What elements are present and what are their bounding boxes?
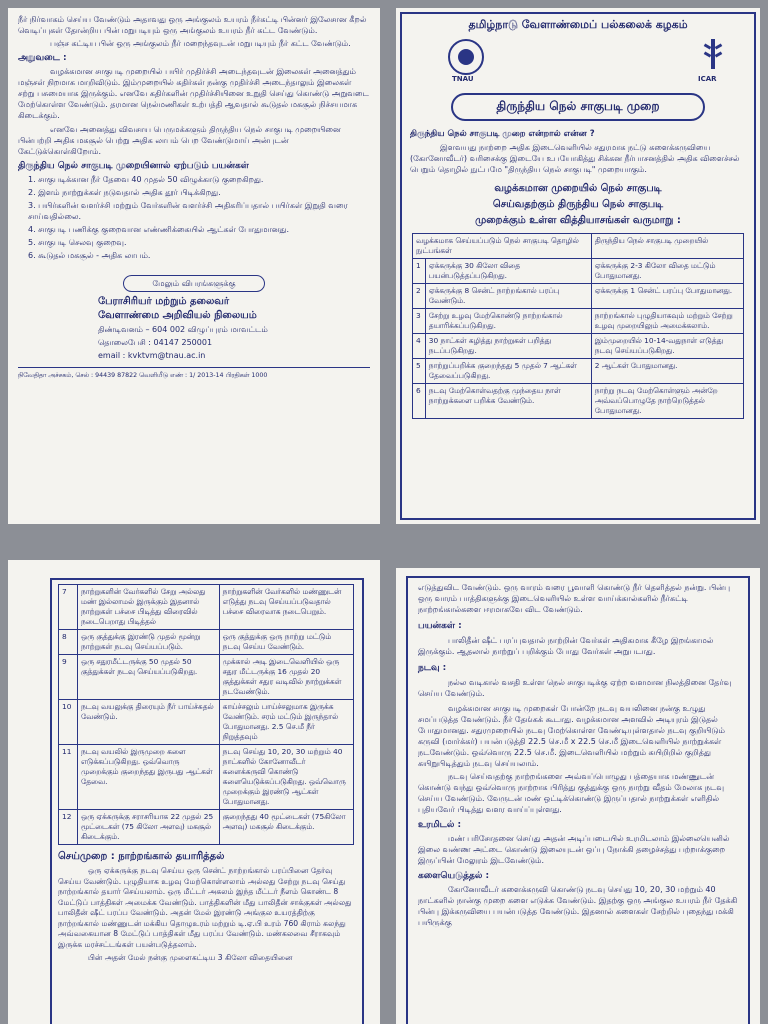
table-header-sri: திருந்திய நெல் சாகுபடி முறையில்: [591, 234, 743, 259]
university-name: தமிழ்நாடு வேளாண்மைப் பல்கலைக் கழகம்: [468, 18, 688, 31]
diff-heading-line-3: முறைக்கும் உள்ள வித்தியாசங்கள் வருமாறு :: [475, 215, 681, 226]
benefit-item: 5. சாகுபடி செலவு குறைவு.: [28, 238, 127, 247]
contact-box: [98, 296, 370, 361]
row-number: 6: [413, 384, 426, 419]
benefits-heading: திருந்திய நெல் சாகுபடி முறையினால் ஏற்படும் பயன்கள்: [18, 161, 249, 171]
intro-paragraph-2: பஞ்ச கட்டிய பின் ஒரு அங்குலம் நீர் மறைந்தவுடன் மறுபடியும் நீர் கட்ட வேண்டும்.: [50, 39, 351, 48]
planting-paragraph-2: வழக்கமான சாகுபடி முறைகள் போன்றே நடவு வயலினை நன்கு உழுது சமப்படுத்த வேண்டும். நீர் தேங்கக் கூடாது. வழக்கமான அளவில் அடியுரம் இடுதல் போதுமானது. சதுரமுறையில் நடவு மேற்கொள்ள வேண்டியுள்ளதால் நடவு குறியிடும் கருவி (மார்க்கர்) பயன்படுத்தி 22.5 செ.மீ x 22.5 செ.மீ இடைவெளியில் நாற்றுக்கள் நடவேண்டும். ஒவ்வொரு 22.5 செ.மீ. இடைவெளியில் மற்றும் கயிறிறில் குறித்து கயிறுபிடித்தும் நடவு செய்யலாம்.: [418, 704, 725, 768]
table-row: [413, 284, 744, 309]
diff-heading: [410, 181, 746, 229]
printer-line: நிவேதிதா அச்சகம், செல் : 94439 87822 வெளியீடு எண் : 1/ 2013-14 பிரதிகள் 1000: [18, 372, 268, 379]
cell-sri: ஏக்கருக்கு 2-3 கிலோ விதை மட்டும் போதுமானது.: [591, 259, 743, 284]
table-row: [413, 259, 744, 284]
row-number: 2: [413, 284, 426, 309]
diff-heading-line-1: வழக்கமான முறையில் நெல் சாகுபடி: [494, 183, 662, 194]
logo-row: [402, 37, 754, 91]
table-row: [413, 384, 744, 419]
row-number: 3: [413, 309, 426, 334]
cell-conventional: நடவு மேற்கொள்வதற்கு முந்தைய நாள் நாற்றுக்களை பறிக்க வேண்டும்.: [425, 384, 591, 419]
cell-conventional: ஏக்கருக்கு 30 கிலோ விதை பயன்படுத்தப்படுகிறது.: [425, 259, 591, 284]
row-number: 8: [59, 630, 78, 655]
definition-question: திருந்திய நெல் சாகுபடி முறை என்றால் என்ன ?: [410, 129, 595, 139]
table-row: [59, 810, 354, 845]
row-number: 5: [413, 359, 426, 384]
cell-conventional: ஒரு ஏக்கருக்கு சராசரியாக 22 முதல் 25 மூட்டைகள் (75 கிலோ அளவு) மகசூல் கிடைக்கும்.: [78, 810, 220, 845]
harvest-heading: அறுவடை :: [18, 53, 67, 63]
table-header-conventional: வழக்கமாக செய்யப்படும் நெல் சாகுபடி தொழில் நுட்பங்கள்: [413, 234, 592, 259]
harvest-paragraph-2: எனவே அனைத்து விவசாய பெருமக்களும் திருந்திய நெல் சாகுபடி முறையினை பின்பற்றி அதிக மகசூல் பெற்று அதிக லாபம் பெற வேண்டுமாய் அன்புடன் கேட்டுக்கொள்கிறோம்.: [18, 125, 341, 156]
cell-conventional: 30 நாட்கள் கழித்து நாற்றுகள் பறித்து நடப்படுகிறது.: [425, 334, 591, 359]
cell-sri: நடவு செய்து 10, 20, 30 மற்றும் 40 நாட்களில் கோனோவீடர் களைக்கருவி கொண்டு களையெடுக்கப்படுகிறது. ஒவ்வொரு முறைக்கும் இரண்டு ஆட்கள் போதுமானது.: [219, 745, 353, 810]
cell-conventional: சேற்று உழவு மேற்கொண்டு நாற்றங்கால் தயாரிக்கப்படுகிறது.: [425, 309, 591, 334]
row-number: 10: [59, 700, 78, 745]
diff-heading-line-2: செய்வதற்கும் திருந்திய நெல் சாகுபடி: [492, 199, 664, 210]
icar-logo-label: ICAR: [698, 75, 717, 83]
benefits-list: [18, 174, 370, 261]
fertilizer-heading: உரமிடல் :: [418, 820, 462, 830]
benefit-item: 4. சாகுபடி பணிக்கு குறைவான எண்ணிக்கையில் ஆட்கள் போதுமானது.: [28, 225, 289, 234]
cell-sri: நாற்றுகளின் வேர்களில் மண்ணுடன் எடுத்து நடவு செய்யப்படுவதால் பச்சை விரைவாக நடைபெறும்.: [219, 585, 353, 630]
table-row: [59, 630, 354, 655]
contact-title: பேராசிரியர் மற்றும் தலைவர்: [98, 296, 230, 307]
planting-heading: நடவு :: [418, 663, 447, 673]
benefit-item: 3. பயிர்களின் வளர்ச்சி மற்றும் வேர்களின் வளர்ச்சி அதிகரிப்பதால் பயிர்கள் இறுதி வரை சாய்வதில்லை.: [28, 201, 348, 221]
method-paragraph: ஒரு ஏக்கருக்கு நடவு செய்ய ஒரு சென்ட் நாற்றங்கால் பரப்பினை தேர்வு செய்ய வேண்டும். புழுதியாக உழவு மேற்கொள்ளலாம் அல்லது சேற்று நடவு செய்து நாற்றங்கால் தயார் செய்யலாம். ஒரு மீட்டர் அகலம் இந்த மீட்டர் நீளம் கொண்ட 8 மேட்டுப் பாத்திகள் அமைக்க வேண்டும். பாத்திகளின் மீது பாலிதீன் சாக்குகள் அல்லது பாலிதீன் ஷீட் பரப்ப வேண்டும். அதன் மேல் இரண்டு அங்குல உயரத்திற்கு நாற்றங்கால் மண்ணுடன் மக்கிய தொழுஉரம் மற்றும் டி.ஏ.பி உரம் 760 கிராம் கலந்து அவ்வகையான 8 மேட்டுப் பாத்திகள் மீது பரப்ப வேண்டும். மண்கலவை சீராகவும் இருக்க மரச்சட்டங்கள் பயன்படுத்தலாம்.: [58, 866, 352, 949]
cell-conventional: ஒரு சதுரமீட்டருக்கு 50 முதல் 50 குத்துக்கள் நடவு செய்யப்படுகிறது.: [78, 655, 220, 700]
benefit-item: 2. இளம் நாற்றுக்கள் நடுவதால் அதிக தூர் பிடிக்கிறது.: [28, 188, 221, 197]
panel-c: [8, 560, 380, 1024]
row-number: 1: [413, 259, 426, 284]
comparison-table: [412, 233, 744, 419]
comparison-table-continued: [58, 584, 354, 845]
benefit-item: 6. கூடுதல் மகசூல் - அதிக லாபம்.: [28, 251, 151, 260]
tnau-logo-label: TNAU: [452, 75, 474, 83]
definition-paragraph: இளவயது நாற்றை அதிக இடைவெளியில் சதுரமாக நட்டு களைக்கருவியை (கோனோவீடர்) வரிசைக்கு இடையே உபயோகித்து சிக்கன நீர்பாசனத்தில் அதிக விளைச்சல் பெறும் தொழில் நுட்பமே "திருந்திய நெல் சாகுபடி" முறையாகும்.: [410, 143, 740, 174]
table-row: [59, 585, 354, 630]
fertilizer-paragraph: மண் பரிசோதனை செய்து அதன் அடிப்படையில் உரமிடலாம் இல்லையெனில் இலை வண்ண அட்டை கொண்டு இலையுடன் ஒப்பு நோக்கி தழைச்சத்து பற்றாக்குறை இருப்பின் மேலுரம் இடவேண்டும்.: [418, 834, 730, 865]
contact-phone: தொலைபேசி : 04147 250001: [98, 338, 213, 347]
planting-paragraph: நல்ல வடிகால் வசதி உள்ள நெல் சாகுபடிக்கு ஏற்ற வளமான நிலத்தினை தேர்வு செய்ய வேண்டும்.: [418, 678, 732, 698]
main-title: திருந்திய நெல் சாகுபடி முறை: [451, 93, 705, 121]
divider: [18, 367, 370, 368]
weeding-paragraph: கோனோவீடர் களைக்கருவி கொண்டு நடவு செய்து 10, 20, 30 மற்றும் 40 நாட்களில் நான்கு முறை களை எடுக்க வேண்டும். இதற்கு ஒரு அங்குல உயரம் நீர் தேக்கி பின்பு இக்கருவியை பயன்படுத்த வேண்டும். இதனால் களைகள் சேற்றில் புதைந்து மக்கி பயிருக்கு: [418, 885, 738, 927]
cell-sri: நாற்று நடவு மேற்கொள்ளும் அன்றே அவ்வப்பொழுதே நாற்றெடுத்தல் போதுமானது.: [591, 384, 743, 419]
cell-sri: 2 ஆட்கள் போதுமானது.: [591, 359, 743, 384]
contact-address: திண்டிவனம் – 604 002 விழுப்புரம் மாவட்டம்: [98, 325, 268, 334]
table-row: [413, 334, 744, 359]
cell-conventional: நடவு வயலுக்கு திரையும் நீர் பாய்ச்சுதல் வேண்டும்.: [78, 700, 220, 745]
method-heading: செய்முறை : நாற்றங்கால் தயாரித்தல்: [58, 851, 225, 862]
nursery-paragraph: எடுத்துவிட வேண்டும். ஒரு வாரம் வரை பூவாளி கொண்டு நீர் தெளித்தல் நன்று. பின்பு ஒரு வாரம் பாத்திகளுக்கு இடைவெளியில் உள்ள வாய்க்கால்களில் நீர்கட்டி நாற்றங்கால்களை ஈரமாகவே விட வேண்டும்.: [418, 583, 731, 614]
panel-d: [396, 568, 760, 1024]
cell-conventional: ஒரு குத்துக்கு இரண்டு முதல் மூன்று நாற்றுகள் நடவு செய்யப்படும்.: [78, 630, 220, 655]
cell-sri: நாற்றங்கால் புழுதியாகவும் மற்றும் சேற்று உழவு முறையிலும் அமைக்கலாம்.: [591, 309, 743, 334]
cell-conventional: நாற்றுப்பறிக்க குறைந்தது 5 முதல் 7 ஆட்கள் தேவைப்படுகிறது.: [425, 359, 591, 384]
benefits-heading: பயன்கள் :: [418, 621, 462, 631]
table-header-row: [413, 234, 744, 259]
cell-sri: காய்ச்சலும் பாய்ச்சலுமாக இருக்க வேண்டும். சரம் மட்டும் இருந்தால் போதுமானது. 2.5 செ.மீ நீர் நிறுத்தவும்: [219, 700, 353, 745]
table-row: [59, 655, 354, 700]
row-number: 4: [413, 334, 426, 359]
benefits-paragraph: பாலிதீன் ஷீட் பரப்புவதால் நாற்றின் வேர்கள் அதிகமாக கீழே இறங்காமல் இருக்கும். ஆதலால் நாற்றுப் பறிக்கும் போது வேர்கள் அறுபடாது.: [418, 636, 714, 656]
comparison-table-wrap: [412, 233, 744, 419]
cell-conventional: நாற்றுகளின் வேர்களில் சேறு அல்லது மண் இல்லாமல் இருக்கும் இதனால் நாற்றுகள் பச்சை பிடித்து விரைவில் நடைபெறாது பிடித்தல்: [78, 585, 220, 630]
cell-conventional: நடவு வயலில் இருமுறை களை எடுக்கப்படுகிறது. ஒவ்வொரு முறைக்கும் குறைந்தது இருபது ஆட்கள் தேவை.: [78, 745, 220, 810]
table-row: [59, 700, 354, 745]
row-number: 11: [59, 745, 78, 810]
cell-sri: இம்முறையில் 10-14-வதுநாள் எடுத்து நடவு செய்யப்படுகிறது.: [591, 334, 743, 359]
method-paragraph-2: பின் அதன் மேல் நன்கு முளைகட்டிய 3 கிலோ விதையினை: [88, 953, 293, 962]
row-number: 9: [59, 655, 78, 700]
panel-a: [8, 8, 380, 524]
panel-b: [396, 8, 760, 524]
table-row: [59, 745, 354, 810]
cell-conventional: ஏக்கருக்கு 8 சென்ட் நாற்றங்கால் பரப்பு வேண்டும்.: [425, 284, 591, 309]
cell-sri: குறைந்தது 40 மூட்டைகள் (75கிலோ அளவு) மகசூல் கிடைக்கும்.: [219, 810, 353, 845]
table-row: [413, 359, 744, 384]
harvest-paragraph: வழக்கமான சாகுபடி முறையில் பயிர் முதிர்ச்சி அடைந்தவுடன் இலைகள் அனைத்தும் மஞ்சள் நிறமாக மாறிவிடும். இம்முறையில் கதிர்கள் நன்கு முதிர்ச்சி அடைந்தாலும் இலைகள் சற்று பசுமையாக இருக்கும். எனவே கதிர்களின் முதிர்ச்சியினை உறுதி செய்து கொண்டு அறுவடை மேற்கொள்ள வேண்டும். தரமான நெல்மணிகள் உற்பத்தி ஆவதால் கூடுதல் மகசூல் நிச்சயமாக கிடைக்கும்.: [18, 67, 369, 120]
intro-paragraph: நீர் நிர்வாகம் செய்ய வேண்டும் அதாவது ஒரு அங்குலம் உயரம் நீர்கட்டி பின்னர் இலேசான கீறல் வெடிப்புகள் தோன்றிய பின் மறுபடியும் ஒரு அங்குலம் உயரம் நீர் கட்ட வேண்டும்.: [18, 15, 367, 35]
more-info-badge: மேலும் விபரங்களுக்கு: [123, 275, 265, 292]
planting-paragraph-3: நடவு செய்வதற்கு நாற்றங்களை அவ்வப்பொழுது பத்தையாக மண்ணுடன் கொண்டு வந்து ஒவ்வொரு நாற்றாக பிரித்து குத்துக்கு ஒரு நாற்று வீதம் மேலாக நடவு செய்ய வேண்டும். வேருடன் மண் ஒட்டிக்கொண்டு இருப்பதால் நாற்றுக்கள் எளிதில் புதியவேர் பிடித்து வளர வாய்ப்புள்ளது.: [418, 772, 725, 814]
row-number: 12: [59, 810, 78, 845]
contact-email: email : kvktvm@tnau.ac.in: [98, 351, 206, 360]
contact-org: வேளாண்மை அறிவியல் நிலையம்: [98, 310, 257, 321]
table-row: [413, 309, 744, 334]
icar-logo-icon: [702, 39, 724, 69]
cell-sri: ஒரு குத்துக்கு ஒரு நாற்று மட்டும் நடவு செய்ய வேண்டும்.: [219, 630, 353, 655]
cell-sri: ஏக்கருக்கு 1 சென்ட் பரப்பு போதுமானது.: [591, 284, 743, 309]
cell-sri: முக்கால் அடி இடைவெளியில் ஒரு சதுர மீட்டருக்கு 16 முதல் 20 குத்துக்கள் சதுர வடிவில் நாற்றுக்கள் நடவேண்டும்.: [219, 655, 353, 700]
tnau-logo-icon: [448, 39, 484, 75]
benefit-item: 1. சாகுபடிக்கான நீர் தேவை 40 முதல் 50 விழுக்காடு குறைகிறது.: [28, 175, 264, 184]
weeding-heading: களையெடுத்தல் :: [418, 871, 490, 881]
row-number: 7: [59, 585, 78, 630]
